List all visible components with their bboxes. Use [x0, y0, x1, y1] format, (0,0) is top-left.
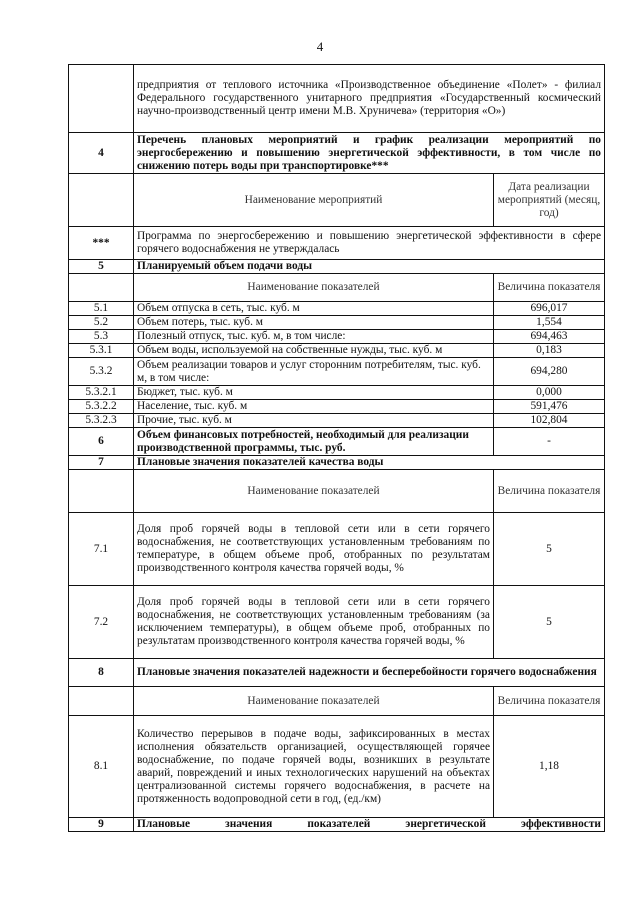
row-number: 5.3.1 [69, 344, 134, 358]
column-header-row [69, 174, 605, 227]
row-name: Население, тыс. куб. м [134, 400, 494, 414]
row-number: 5.3.2 [69, 358, 134, 386]
note-marker: *** [69, 227, 134, 260]
row-number: 5.3.2.2 [69, 400, 134, 414]
row-name: Объем отпуска в сеть, тыс. куб. м [134, 302, 494, 316]
column-header-date: Дата реализации мероприятий (месяц, год) [494, 174, 605, 227]
section-title: Плановые значения показателей энергетической эффективности [134, 818, 605, 832]
section-row-4 [69, 133, 605, 174]
section-number: 7 [69, 456, 134, 470]
section-title: Плановые значения показателей надежности и бесперебойности горячего водоснабжения [134, 659, 605, 687]
empty-cell [69, 65, 134, 133]
row-number: 5.3.2.1 [69, 386, 134, 400]
column-header-value: Величина показателя [494, 470, 605, 513]
row-number: 5.3.2.3 [69, 414, 134, 428]
row-name: Бюджет, тыс. куб. м [134, 386, 494, 400]
row-name: Доля проб горячей воды в тепловой сети или в сети горячего водоснабжения, не соответствующих установленным требованиям (за исключением температуры), в общем объеме проб, отобранных по результатам производственного контроля качества горячей воды, % [134, 586, 494, 659]
table-row [69, 330, 605, 344]
section-number: 5 [69, 260, 134, 274]
empty-cell [69, 470, 134, 513]
continuation-row [69, 65, 605, 133]
column-header-name: Наименование показателей [134, 274, 494, 302]
table-row [69, 586, 605, 659]
row-name: Количество перерывов в подаче воды, зафиксированных в местах исполнения обязательств организацией, осуществляющей горячее водоснабжение, по подаче горячей воды, возникших в результате аварий, повреждений и иных технологических нарушений на объектах централизованной системы горячего водоснабжения, в расчете на протяженность водопроводной сети в год, (ед./км) [134, 716, 494, 818]
table-row [69, 716, 605, 818]
column-header-value: Величина показателя [494, 274, 605, 302]
row-number: 7.1 [69, 513, 134, 586]
section-number: 6 [69, 428, 134, 456]
row-value: 694,463 [494, 330, 605, 344]
column-header-row [69, 274, 605, 302]
empty-cell [69, 274, 134, 302]
row-value: 1,18 [494, 716, 605, 818]
note-row [69, 227, 605, 260]
section-row-7 [69, 456, 605, 470]
row-name: Объем потерь, тыс. куб. м [134, 316, 494, 330]
row-number: 5.1 [69, 302, 134, 316]
table-row [69, 513, 605, 586]
section-row-8 [69, 659, 605, 687]
section-number: 9 [69, 818, 134, 832]
row-name: Объем воды, используемой на собственные нужды, тыс. куб. м [134, 344, 494, 358]
table-row [69, 400, 605, 414]
column-header-name: Наименование мероприятий [134, 174, 494, 227]
table-row [69, 316, 605, 330]
row-value: 5 [494, 586, 605, 659]
row-value: 1,554 [494, 316, 605, 330]
empty-cell [69, 687, 134, 716]
row-name: Полезный отпуск, тыс. куб. м, в том числе: [134, 330, 494, 344]
row-number: 5.2 [69, 316, 134, 330]
section-row-6 [69, 428, 605, 456]
empty-cell [69, 174, 134, 227]
row-number: 7.2 [69, 586, 134, 659]
table-row [69, 302, 605, 316]
section-row-5 [69, 260, 605, 274]
row-name: Объем реализации товаров и услуг сторонним потребителям, тыс. куб. м, в том числе: [134, 358, 494, 386]
row-number: 8.1 [69, 716, 134, 818]
section-title: Планируемый объем подачи воды [134, 260, 605, 274]
section-row-9 [69, 818, 605, 832]
row-value: 694,280 [494, 358, 605, 386]
section-title: Объем финансовых потребностей, необходимый для реализации производственной программы, тыс. руб. [134, 428, 494, 456]
row-name: Прочие, тыс. куб. м [134, 414, 494, 428]
row-value: 102,804 [494, 414, 605, 428]
program-table [68, 64, 605, 832]
page-number: 4 [316, 39, 324, 54]
table-row [69, 344, 605, 358]
table-row [69, 386, 605, 400]
row-number: 5.3 [69, 330, 134, 344]
column-header-name: Наименование показателей [134, 687, 494, 716]
row-value: 5 [494, 513, 605, 586]
row-value: 0,000 [494, 386, 605, 400]
table-row [69, 358, 605, 386]
note-text: Программа по энергосбережению и повышению энергетической эффективности в сфере горячего водоснабжения не утверждалась [134, 227, 605, 260]
section-number: 4 [69, 133, 134, 174]
row-value: 0,183 [494, 344, 605, 358]
section-number: 8 [69, 659, 134, 687]
column-header-name: Наименование показателей [134, 470, 494, 513]
section-title: Плановые значения показателей качества воды [134, 456, 605, 470]
section-title: Перечень плановых мероприятий и график реализации мероприятий по энергосбережению и повышению энергетической эффективности, в том числе по снижению потерь воды при транспортировке*** [134, 133, 605, 174]
row-value: - [494, 428, 605, 456]
table-row [69, 414, 605, 428]
column-header-row [69, 687, 605, 716]
row-value: 591,476 [494, 400, 605, 414]
continuation-text: предприятия от теплового источника «Производственное объединение «Полет» - филиал Федерального государственного унитарного предприятия «Государственный космический научно-производственный центр имени М.В. Хруничева» (территория «О») [134, 65, 605, 133]
column-header-row [69, 470, 605, 513]
row-name: Доля проб горячей воды в тепловой сети или в сети горячего водоснабжения, не соответствующих установленным требованиям по температуре, в общем объеме проб, отобранных по результатам производственного контроля качества горячей воды, % [134, 513, 494, 586]
column-header-value: Величина показателя [494, 687, 605, 716]
row-value: 696,017 [494, 302, 605, 316]
